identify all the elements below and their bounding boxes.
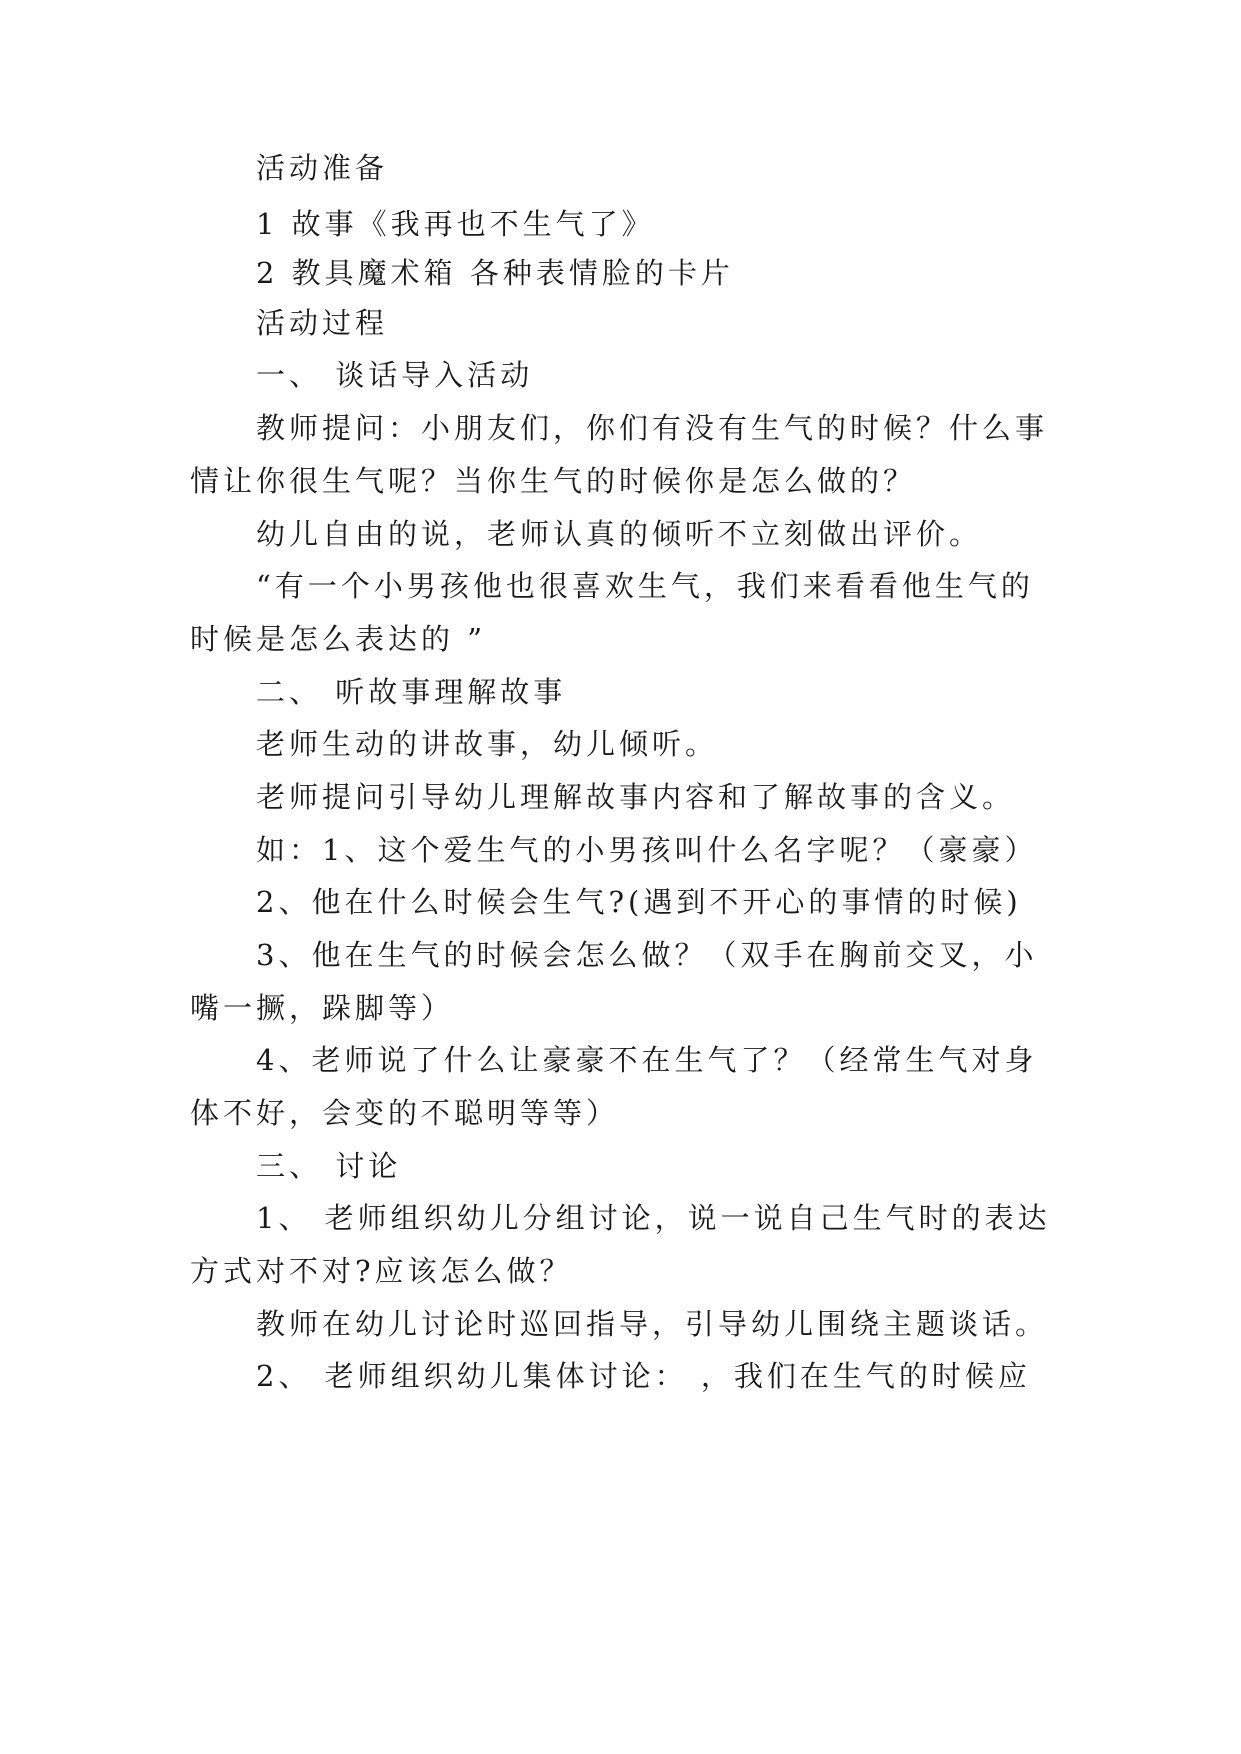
question-item: 2、他在什么时候会生气?(遇到不开心的事情的时候) — [256, 885, 1022, 919]
preparation-item-2: 2 教具魔术箱 各种表情脸的卡片 — [256, 256, 734, 290]
heading-activity-preparation: 活动准备 — [256, 151, 389, 185]
question-item-continuation: 嘴一撅，跺脚等） — [190, 991, 455, 1025]
paragraph-line: 时候是怎么表达的 ” — [190, 622, 487, 656]
paragraph-line: 老师生动的讲故事，幼儿倾听。 — [256, 727, 719, 761]
question-item-continuation: 体不好，会变的不聪明等等） — [190, 1096, 620, 1130]
heading-activity-process: 活动过程 — [256, 306, 389, 340]
paragraph-line: 幼儿自由的说，老师认真的倾听不立刻做出评价。 — [256, 517, 983, 551]
discussion-item-continuation: 方式对不对?应该怎么做？ — [190, 1254, 573, 1288]
paragraph-line: 教师在幼儿讨论时巡回指导，引导幼儿围绕主题谈话。 — [256, 1307, 1049, 1341]
question-item: 4、老师说了什么让豪豪不在生气了？（经常生气对身 — [256, 1043, 1038, 1077]
paragraph-line: 教师提问：小朋友们，你们有没有生气的时候？什么事 — [256, 411, 1049, 445]
section-heading-3: 三、 讨论 — [256, 1149, 402, 1183]
question-item: 如：1、这个爱生气的小男孩叫什么名字呢？（豪豪） — [256, 833, 1038, 867]
section-heading-2: 二、 听故事理解故事 — [256, 675, 567, 709]
discussion-item: 1、 老师组织幼儿分组讨论，说一说自己生气时的表达 — [256, 1201, 1051, 1235]
paragraph-line: 情让你很生气呢？当你生气的时候你是怎么做的？ — [190, 464, 917, 498]
paragraph-line: 老师提问引导幼儿理解故事内容和了解故事的含义。 — [256, 780, 1016, 814]
question-item: 3、他在生气的时候会怎么做？（双手在胸前交叉，小 — [256, 938, 1038, 972]
discussion-item: 2、 老师组织幼儿集体讨论： ，我们在生气的时候应 — [256, 1359, 1031, 1393]
paragraph-line: “有一个小男孩他也很喜欢生气，我们来看看他生气的 — [256, 569, 1034, 603]
preparation-item-1: 1 故事《我再也不生气了》 — [256, 207, 655, 241]
section-heading-1: 一、 谈话导入活动 — [256, 358, 534, 392]
